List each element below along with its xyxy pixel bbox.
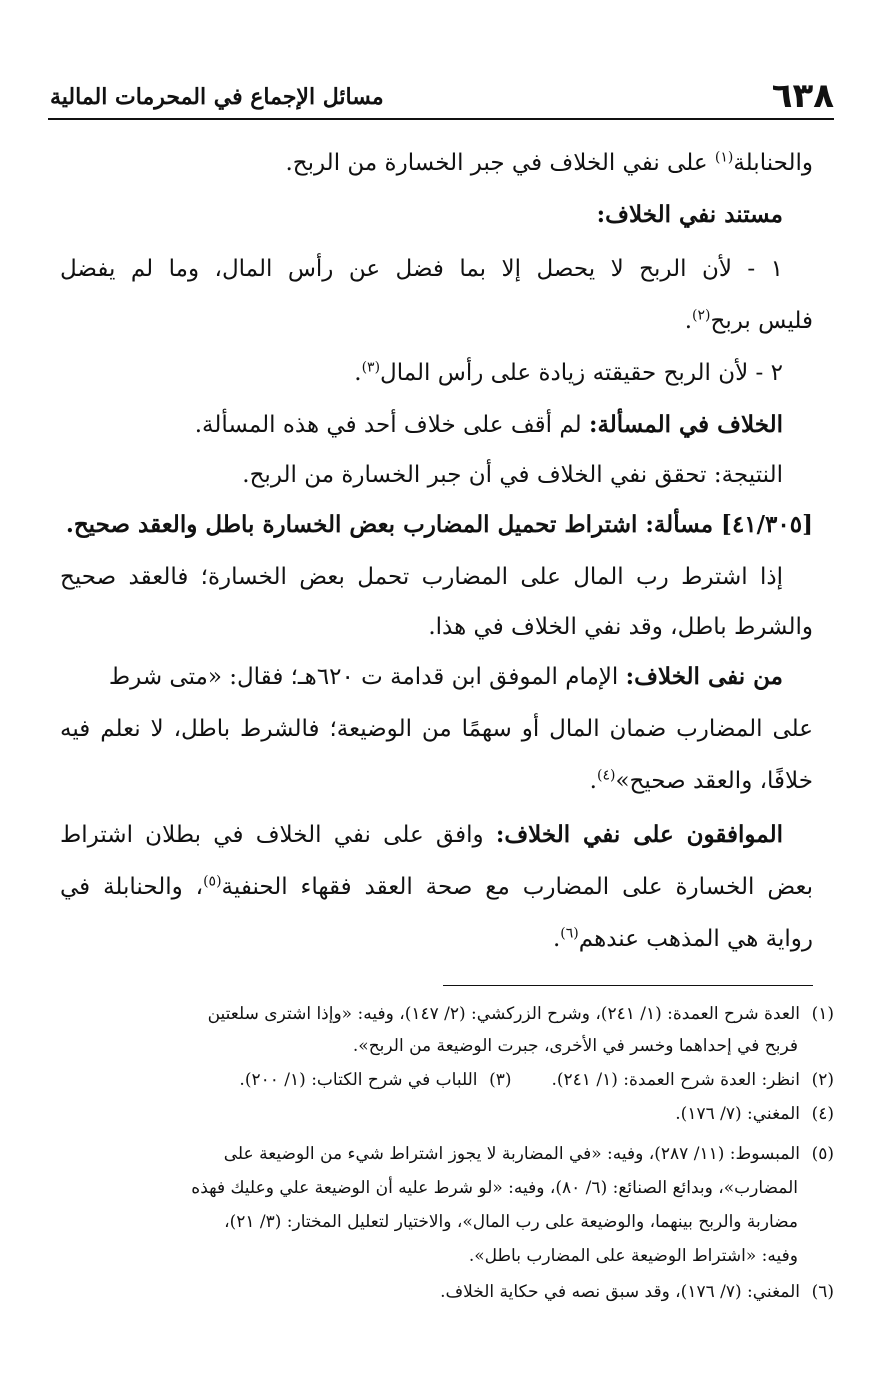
footnote-1: (١)العدة شرح العمدة: (١/ ٢٤١)، وشرح الزركشي: (٢/ ١٤٧)، وفيه: «وإذا اشترى سلعتين <box>207 1004 834 1024</box>
text-line: والشرط باطل، وقد نفي الخلاف في هذا. <box>428 614 813 640</box>
footnote-ref: (٦) <box>560 925 579 942</box>
page-number: ٦٣٨ <box>771 76 834 116</box>
text-line: من نفى الخلاف: الإمام الموفق ابن قدامة ت ٦٢٠هـ؛ فقال: «متى شرط <box>108 663 783 690</box>
text-line: إذا اشترط رب المال على المضارب تحمل بعض الخسارة؛ فالعقد صحيح <box>60 564 783 590</box>
footnote-1-cont: فربح في إحداهما وخسر في الأخرى، جبرت الوضيعة من الربح». <box>352 1036 798 1056</box>
issue-heading: [٤١/٣٠٥] مسألة: اشتراط تحميل المضارب بعض الخسارة باطل والعقد صحيح. <box>65 511 813 538</box>
footnote-5-cont: مضاربة والربح بينهما، والوضيعة على رب المال»، والاختيار لتعليل المختار: (٣/ ٢١)، <box>224 1212 798 1232</box>
footnote-5-cont: المضارب»، وبدائع الصنائع: (٦/ ٨٠)، وفيه: «لو شرط عليه أن الوضيعة علي وعليك فهذه <box>191 1178 798 1198</box>
footnote-ref: (٥) <box>203 873 222 890</box>
text-line: الخلاف في المسألة: لم أقف على خلاف أحد في هذه المسألة. <box>194 411 783 438</box>
running-title: مسائل الإجماع في المحرمات المالية <box>50 84 384 110</box>
header-rule <box>48 118 834 120</box>
inline-label: الموافقون على نفي الخلاف: <box>495 821 783 848</box>
footnote-5: (٥)المبسوط: (١١/ ٢٨٧)، وفيه: «في المضاربة لا يجوز اشتراط شيء من الوضيعة على <box>223 1144 834 1164</box>
footnote-ref: (٤) <box>596 767 616 784</box>
footnote-ref: (٣) <box>361 359 381 376</box>
footnote-4: (٤)المغني: (٧/ ١٧٦). <box>675 1104 834 1124</box>
text-line: رواية هي المذهب عندهم$^{(٦)}$. <box>552 925 813 952</box>
inline-label: الخلاف في المسألة: <box>588 411 783 438</box>
text-line: والحنابلة$^{(١)}$ على نفي الخلاف في جبر الخسارة من الربح. <box>285 149 813 176</box>
footnote-5-cont: وفيه: «اشتراط الوضيعة على المضارب باطل». <box>468 1246 798 1266</box>
inline-label: من نفى الخلاف: <box>625 663 783 690</box>
text-line: النتيجة: تحقق نفي الخلاف في أن جبر الخسارة من الربح. <box>242 462 783 488</box>
text-line: خلافًا، والعقد صحيح»$^{(٤)}$. <box>589 767 813 794</box>
footnote-ref: (١) <box>714 149 734 166</box>
footnote-ref: (٢) <box>692 307 711 324</box>
section-heading: مستند نفي الخلاف: <box>596 201 783 228</box>
footnote-separator <box>443 985 813 986</box>
text-line: على المضارب ضمان المال أو سهمًا من الوضيعة؛ فالشرط باطل، لا نعلم فيه <box>60 716 813 742</box>
footnote-2-3: (٢)انظر: العدة شرح العمدة: (١/ ٢٤١).(٣)اللباب في شرح الكتاب: (١/ ٢٠٠). <box>239 1070 834 1090</box>
text-line: بعض الخسارة على المضارب مع صحة العقد فقهاء الحنفية$^{(٥)}$، والحنابلة في <box>60 873 814 900</box>
page-header <box>50 76 834 116</box>
footnote-6: (٦)المغني: (٧/ ١٧٦)، وقد سبق نصه في حكاية الخلاف. <box>440 1282 834 1302</box>
text-line: ٢ - لأن الربح حقيقته زيادة على رأس المال$^{(٣)}$. <box>354 359 783 386</box>
text-line: ١ - لأن الربح لا يحصل إلا بما فضل عن رأس المال، وما لم يفضل <box>60 256 783 282</box>
text-line: فليس بربح$^{(٢)}$. <box>684 307 813 334</box>
text-line: الموافقون على نفي الخلاف: وافق على نفي الخلاف في بطلان اشتراط <box>60 821 783 848</box>
